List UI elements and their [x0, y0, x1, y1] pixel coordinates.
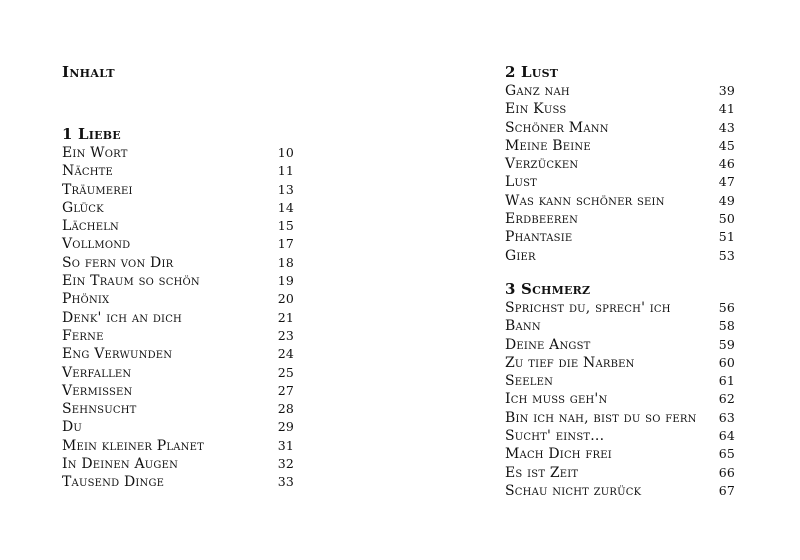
- toc-entry: [62, 400, 294, 418]
- entry-page-number: 24: [277, 346, 294, 362]
- entry-title: So fern von Dir: [62, 254, 174, 271]
- entry-title: Ein Traum so schön: [62, 273, 200, 290]
- toc-entry: [62, 309, 294, 327]
- entry-title: Eng Verwunden: [62, 346, 173, 363]
- entry-page-number: 10: [277, 145, 294, 160]
- entry-page-number: 62: [718, 391, 735, 407]
- entry-page-number: 18: [277, 254, 294, 270]
- toc-entry: [62, 290, 294, 308]
- toc-entry: [62, 199, 294, 217]
- entry-page-number: 61: [718, 373, 735, 389]
- entry-title: In Deinen Augen: [62, 456, 179, 473]
- entry-page-number: 45: [718, 137, 735, 153]
- entry-page-number: 29: [277, 419, 294, 435]
- toc-entry: [62, 181, 294, 199]
- entry-page-number: 27: [277, 382, 294, 398]
- entry-title: Verfallen: [62, 364, 132, 381]
- entry-page-number: 59: [718, 336, 735, 352]
- toc-entry: [505, 409, 735, 427]
- entry-title: Phönix: [62, 291, 110, 308]
- entry-page-number: 14: [277, 199, 294, 215]
- toc-entry: [62, 364, 294, 382]
- entry-title: Es ist Zeit: [505, 464, 579, 481]
- entry-title: Ferne: [62, 327, 104, 344]
- entry-title: Vermissen: [62, 382, 133, 399]
- entry-page-number: 53: [718, 247, 735, 263]
- entry-title: Ich muss geh'n: [505, 391, 608, 408]
- toc-entry: [505, 155, 735, 173]
- entry-page-number: 66: [718, 464, 735, 480]
- entry-page-number: 58: [718, 318, 735, 334]
- toc-entry: [505, 100, 735, 118]
- entry-title: Mach Dich frei: [505, 446, 612, 463]
- entry-list: [62, 144, 294, 492]
- entry-page-number: 15: [277, 218, 294, 234]
- entry-page-number: 49: [718, 192, 735, 208]
- entry-title: Du: [62, 419, 83, 436]
- entry-title: Denk' ich an dich: [62, 309, 182, 326]
- toc-entry: [62, 437, 294, 455]
- toc-entry: [505, 482, 735, 500]
- toc-entry: [62, 144, 294, 162]
- entry-page-number: 21: [277, 309, 294, 325]
- entry-title: Seelen: [505, 373, 554, 390]
- entry-title: Sprichst du, sprech' ich: [505, 299, 671, 316]
- entry-page-number: 46: [718, 156, 735, 172]
- entry-page-number: 23: [277, 327, 294, 343]
- entry-page-number: 60: [718, 354, 735, 370]
- entry-title: Ein Kuss: [505, 101, 567, 118]
- toc-entry: [505, 317, 735, 335]
- entry-page-number: 41: [718, 101, 735, 117]
- entry-page-number: 50: [718, 211, 735, 227]
- toc-section-liebe: [62, 124, 294, 492]
- toc-section-schmerz: [505, 279, 735, 500]
- toc-entry: [62, 418, 294, 436]
- toc-entry: [505, 354, 735, 372]
- toc-entry: [62, 455, 294, 473]
- section-heading: 1 Liebe: [62, 125, 121, 143]
- toc-entry: [505, 228, 735, 246]
- entry-page-number: 39: [718, 83, 735, 98]
- toc-entry: [62, 162, 294, 180]
- entry-page-number: 64: [718, 428, 735, 444]
- entry-title: Schau nicht zurück: [505, 482, 642, 499]
- toc-entry: [62, 254, 294, 272]
- entry-title: Ein Wort: [62, 145, 128, 161]
- entry-page-number: 32: [277, 456, 294, 472]
- entry-page-number: 25: [277, 364, 294, 380]
- toc-entry: [505, 192, 735, 210]
- entry-title: Nächte: [62, 163, 114, 180]
- toc-right-column: [505, 62, 735, 500]
- toc-entry: [62, 345, 294, 363]
- entry-page-number: 33: [277, 474, 294, 490]
- entry-title: Bin ich nah, bist du so fern: [505, 409, 697, 426]
- toc-entry: [505, 445, 735, 463]
- toc-entry: [505, 119, 735, 137]
- toc-entry: [62, 272, 294, 290]
- entry-page-number: 11: [277, 163, 294, 179]
- toc-entry: [505, 82, 735, 100]
- entry-page-number: 56: [718, 299, 735, 315]
- toc-entry: [62, 327, 294, 345]
- entry-title: Was kann schöner sein: [505, 192, 665, 209]
- entry-title: Zu tief die Narben: [505, 354, 635, 371]
- entry-title: Sucht' einst...: [505, 428, 605, 445]
- entry-title: Tausend Dinge: [62, 474, 165, 491]
- entry-title: Ganz nah: [505, 83, 570, 99]
- toc-entry: [505, 372, 735, 390]
- entry-title: Meine Beine: [505, 137, 591, 154]
- section-gap: [505, 265, 735, 279]
- entry-page-number: 43: [718, 119, 735, 135]
- right-page: [400, 0, 800, 560]
- entry-page-number: 13: [277, 181, 294, 197]
- entry-title: Erdbeeren: [505, 211, 579, 228]
- entry-page-number: 51: [718, 229, 735, 245]
- toc-entry: [505, 247, 735, 265]
- entry-title: Deine Angst: [505, 336, 591, 353]
- section-heading: 2 Lust: [505, 63, 559, 81]
- toc-entry: [505, 210, 735, 228]
- entry-page-number: 19: [277, 273, 294, 289]
- entry-title: Vollmond: [62, 236, 131, 253]
- toc-entry: [62, 473, 294, 491]
- entry-title: Lächeln: [62, 218, 119, 235]
- entry-page-number: 20: [277, 291, 294, 307]
- toc-entry: [505, 390, 735, 408]
- toc-entry: [505, 173, 735, 191]
- entry-page-number: 65: [718, 446, 735, 462]
- entry-list: [505, 299, 735, 500]
- entry-title: Bann: [505, 318, 541, 335]
- entry-page-number: 17: [277, 236, 294, 252]
- toc-entry: [505, 427, 735, 445]
- entry-title: Verzücken: [505, 156, 579, 173]
- toc-entry: [505, 299, 735, 317]
- toc-entry: [505, 464, 735, 482]
- entry-title: Lust: [505, 174, 538, 191]
- entry-title: Träumerei: [62, 181, 133, 198]
- entry-page-number: 31: [277, 437, 294, 453]
- toc-entry: [62, 217, 294, 235]
- toc-section-lust: [505, 62, 735, 265]
- entry-title: Sehnsucht: [62, 401, 137, 418]
- entry-title: Gier: [505, 247, 536, 264]
- toc-entry: [62, 235, 294, 253]
- entry-title: Glück: [62, 199, 104, 216]
- entry-title: Schöner Mann: [505, 119, 609, 136]
- toc-entry: [505, 137, 735, 155]
- entry-title: Phantasie: [505, 229, 573, 246]
- entry-page-number: 67: [718, 482, 735, 498]
- entry-list: [505, 82, 735, 265]
- page-title: Inhalt: [62, 63, 115, 81]
- entry-page-number: 28: [277, 401, 294, 417]
- entry-page-number: 47: [718, 174, 735, 190]
- section-heading: 3 Schmerz: [505, 279, 591, 298]
- toc-entry: [62, 382, 294, 400]
- entry-page-number: 63: [718, 409, 735, 425]
- toc-entry: [505, 336, 735, 354]
- entry-title: Mein kleiner Planet: [62, 437, 204, 454]
